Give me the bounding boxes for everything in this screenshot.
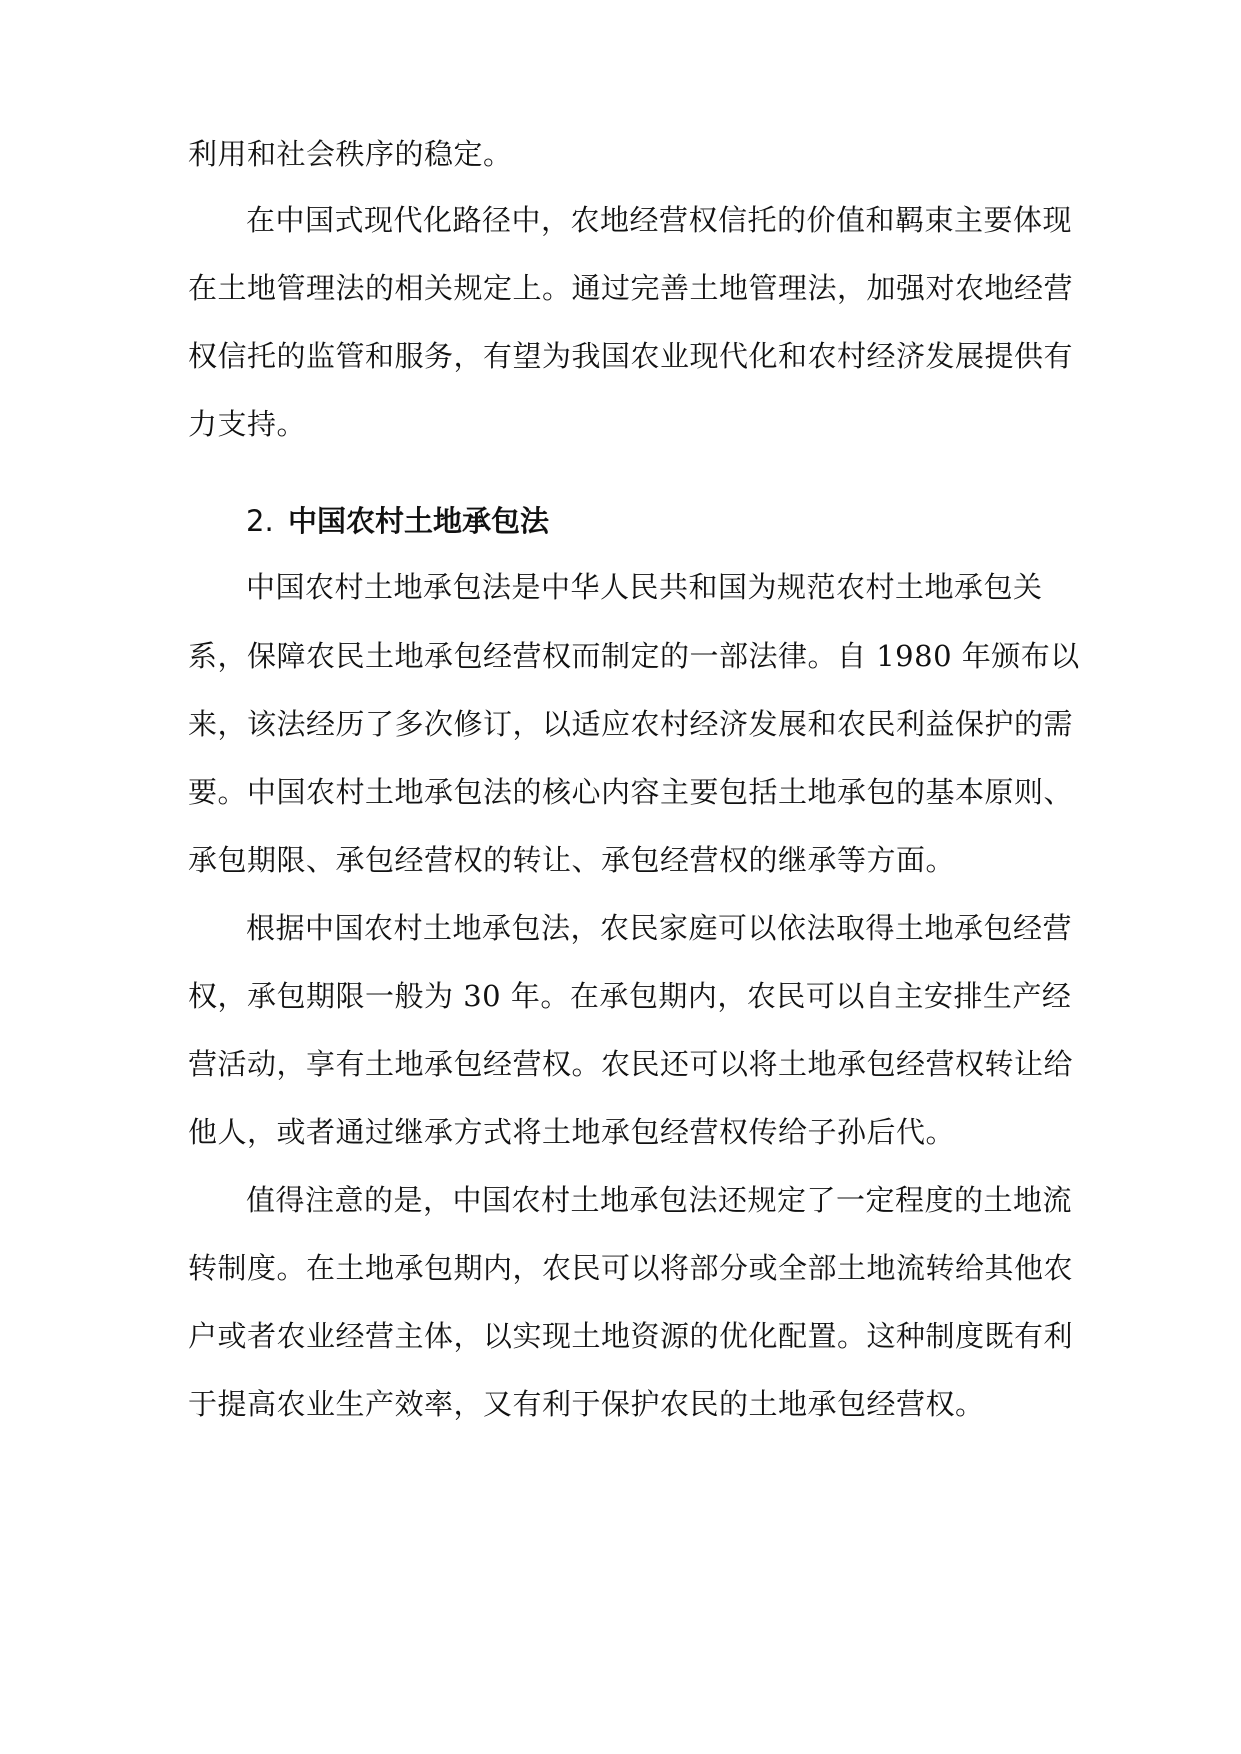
- paragraph-line: 值得注意的是，中国农村土地承包法还规定了一定程度的土地流: [246, 1183, 1073, 1217]
- paragraph-line: 权，承包期限一般为 30 年。在承包期内，农民可以自主安排生产经: [188, 979, 1072, 1013]
- paragraph-line: 根据中国农村土地承包法，农民家庭可以依法取得土地承包经营: [246, 911, 1073, 945]
- section-heading: [246, 501, 549, 541]
- section-title: 中国农村土地承包法: [288, 504, 550, 538]
- paragraph-line: 营活动，享有土地承包经营权。农民还可以将土地承包经营权转让给: [188, 1047, 1074, 1081]
- paragraph-line: 转制度。在土地承包期内，农民可以将部分或全部土地流转给其他农: [188, 1251, 1074, 1285]
- paragraph-line: 要。中国农村土地承包法的核心内容主要包括土地承包的基本原则、: [188, 775, 1074, 809]
- paragraph-line: 在土地管理法的相关规定上。通过完善土地管理法，加强对农地经营: [188, 271, 1074, 305]
- paragraph-line: 户或者农业经营主体，以实现土地资源的优化配置。这种制度既有利: [188, 1319, 1074, 1353]
- paragraph-line: 承包期限、承包经营权的转让、承包经营权的继承等方面。: [188, 843, 956, 877]
- paragraph-line: 力支持。: [188, 407, 307, 441]
- paragraph-line: 他人，或者通过继承方式将土地承包经营权传给子孙后代。: [188, 1115, 956, 1149]
- section-number: 2.: [246, 504, 274, 538]
- paragraph-line: 在中国式现代化路径中，农地经营权信托的价值和羁束主要体现: [246, 203, 1073, 237]
- paragraph-line: 来，该法经历了多次修订，以适应农村经济发展和农民利益保护的需: [188, 707, 1074, 741]
- paragraph-line: 权信托的监管和服务，有望为我国农业现代化和农村经济发展提供有: [188, 339, 1074, 373]
- paragraph-line: 于提高农业生产效率，又有利于保护农民的土地承包经营权。: [188, 1387, 985, 1421]
- paragraph-line: 中国农村土地承包法是中华人民共和国为规范农村土地承包关: [246, 570, 1043, 604]
- paragraph-line: 利用和社会秩序的稳定。: [188, 137, 513, 171]
- paragraph-line: 系，保障农民土地承包经营权而制定的一部法律。自 1980 年颁布以: [188, 639, 1080, 673]
